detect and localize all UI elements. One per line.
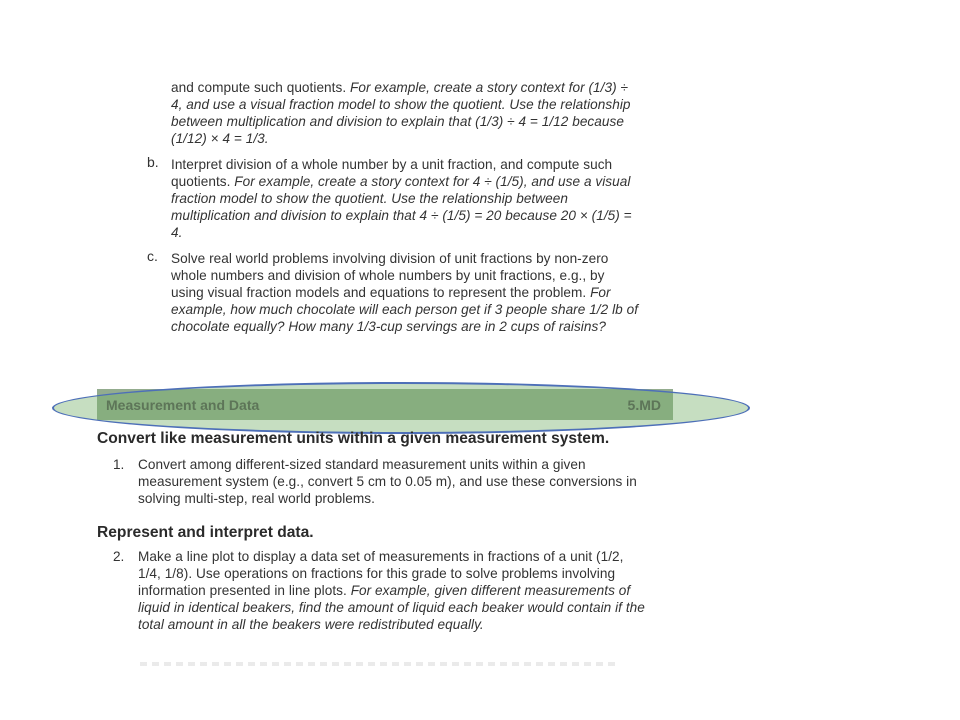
- item-a-example: For example, create a story context for (1/3) ÷ 4, and use a visual fraction model to show the quotient. Use the relationship between multiplication and division to explain that (1/3) ÷ 4 = 1/12 because (1/12) × 4 = 1/3.: [171, 80, 631, 146]
- item-c-label: c.: [147, 248, 158, 264]
- standard-2-text-block: [138, 548, 648, 633]
- item-c-example: For example, how much chocolate will each person get if 3 people share 1/2 lb of chocolate equally? How many 1/3-cup servings are in 2 cups of raisins?: [171, 285, 639, 334]
- item-b-text: Interpret division of a whole number by a unit fraction, and compute such quotients.: [171, 157, 613, 189]
- standard-1-text: Convert among different-sized standard measurement units within a given measurement system (e.g., convert 5 cm to 0.05 m), and use these conversions in solving multi-step, real world problems.: [138, 457, 637, 506]
- item-b-label: b.: [147, 154, 159, 170]
- standard-2-text: Make a line plot to display a data set of measurements in fractions of a unit (1/2, 1/4, 1/8). Use operations on fractions for this grade to solve problems involving information presented in line plots.: [138, 549, 624, 598]
- highlight-ellipse: [52, 382, 750, 434]
- domain-title: Measurement and Data: [106, 397, 260, 413]
- item-a-text: and compute such quotients.: [171, 80, 350, 95]
- item-b-text-block: [171, 156, 641, 241]
- item-c-text-block: [171, 250, 641, 335]
- domain-code: 5.MD: [627, 397, 661, 413]
- cluster-2-heading: Represent and interpret data.: [97, 524, 314, 541]
- item-a-continuation: [171, 79, 641, 147]
- item-b-example: For example, create a story context for 4 ÷ (1/5), and use a visual fraction model to show the quotient. Use the relationship between multiplication and division to explain that 4 ÷ (1/5) = 20 because 20 × (1/5) = 4.: [171, 174, 632, 240]
- standard-2-label: 2.: [113, 549, 125, 564]
- cluster-1-heading: Convert like measurement units within a given measurement system.: [97, 430, 610, 447]
- cropped-text-remnant: [140, 662, 620, 666]
- standard-2-example: For example, given different measurements of liquid in identical beakers, find the amount of liquid each beaker would contain if the total amount in all the beakers were redistributed equally.: [138, 583, 645, 632]
- item-c-text: Solve real world problems involving division of unit fractions by non-zero whole numbers and division of whole numbers by unit fractions, e.g., by using visual fraction models and equations to represent the problem.: [171, 251, 609, 300]
- standard-1-label: 1.: [113, 457, 125, 472]
